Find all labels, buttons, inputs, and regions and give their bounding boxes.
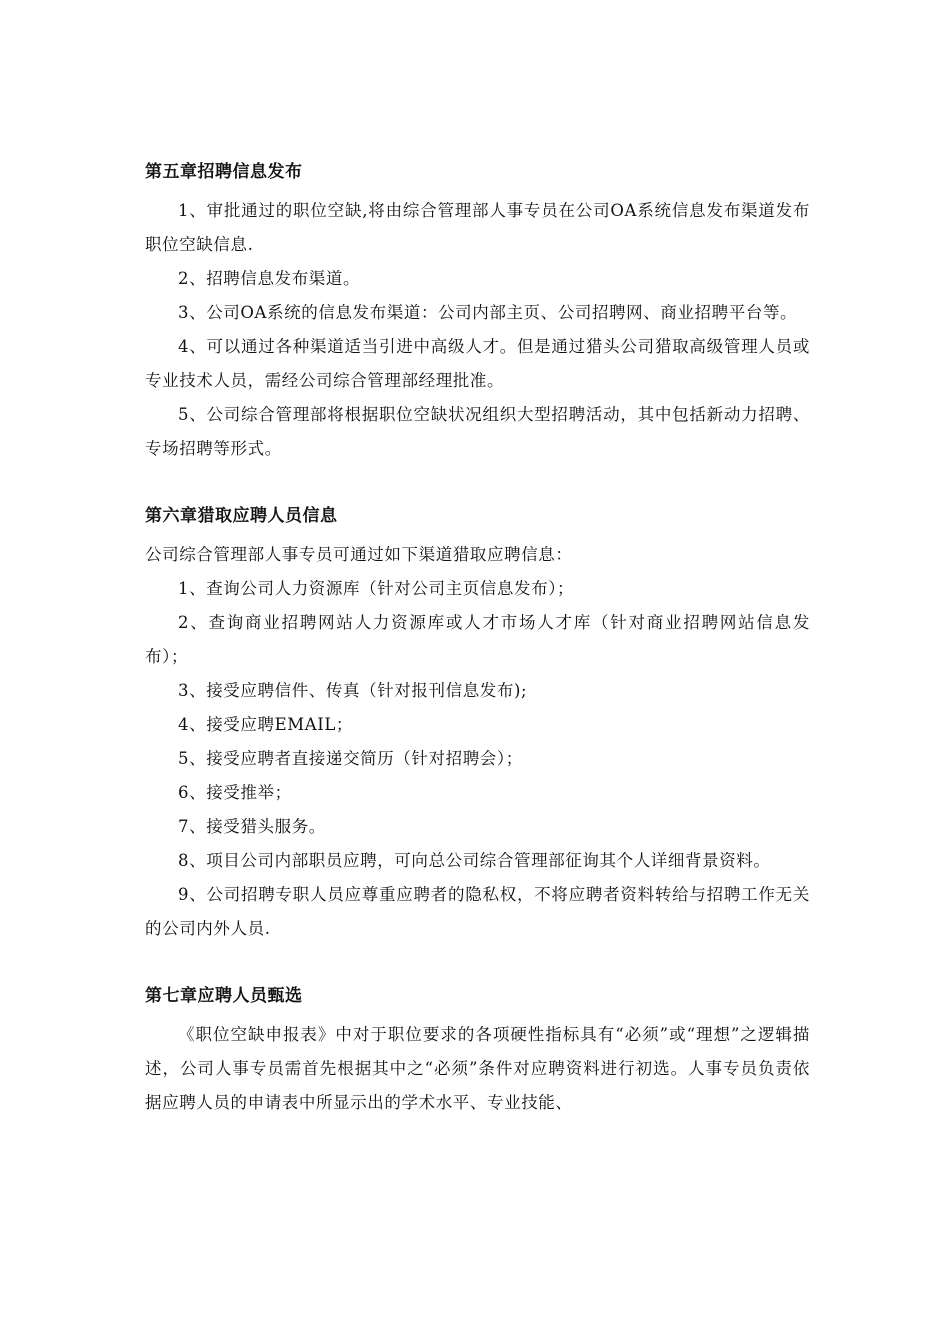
chapter-6-item-8: 8、项目公司内部职员应聘，可向总公司综合管理部征询其个人详细背景资料。 [178,851,771,870]
chapter-6-item-9: 9、公司招聘专职人员应尊重应聘者的隐私权，不将应聘者资料转给与招聘工作无关的公司内外人员. [145,885,810,938]
chapter-5-paragraph-5: 5、公司综合管理部将根据职位空缺状况组织大型招聘活动，其中包括新动力招聘、专场招聘等形式。 [145,405,810,458]
chapter-5-paragraph-4: 4、可以通过各种渠道适当引进中高级人才。但是通过猎头公司猎取高级管理人员或专业技术人员，需经公司综合管理部经理批准。 [145,337,810,390]
chapter-6-item-3: 3、接受应聘信件、传真（针对报刊信息发布); [178,681,528,700]
chapter-6-item-4: 4、接受应聘EMAIL； [178,715,354,734]
document-body [145,160,810,1120]
chapter-5-paragraph-1: 1、审批通过的职位空缺,将由综合管理部人事专员在公司OA系统信息发布渠道发布职位空缺信息. [145,201,810,254]
chapter-6-section [145,504,810,946]
chapter-6-item-5: 5、接受应聘者直接递交简历（针对招聘会）； [178,749,523,768]
chapter-6-heading: 第六章猎取应聘人员信息 [145,506,338,526]
chapter-6-item-6: 6、接受推举； [178,783,292,802]
chapter-7-paragraph-1: 《职位空缺申报表》中对于职位要求的各项硬性指标具有“必须”或“理想”之逻辑描述，公司人事专员需首先根据其中之“必须”条件对应聘资料进行初选。人事专员负责依据应聘人员的申请表中所显示出的学术水平、专业技能、 [145,1025,810,1112]
chapter-7-heading: 第七章应聘人员甄选 [145,986,303,1006]
chapter-6-item-1: 1、查询公司人力资源库（针对公司主页信息发布）； [178,579,575,598]
chapter-5-section [145,160,810,466]
chapter-5-heading: 第五章招聘信息发布 [145,162,303,182]
chapter-6-item-7: 7、接受猎头服务。 [178,817,326,836]
chapter-5-paragraph-3: 3、公司OA系统的信息发布渠道：公司内部主页、公司招聘网、商业招聘平台等。 [178,303,798,322]
chapter-6-intro: 公司综合管理部人事专员可通过如下渠道猎取应聘信息： [145,545,573,564]
chapter-5-paragraph-2: 2、招聘信息发布渠道。 [178,269,361,288]
chapter-6-item-2: 2、查询商业招聘网站人力资源库或人才市场人才库（针对商业招聘网站信息发布）； [145,613,810,666]
chapter-7-section [145,984,810,1120]
